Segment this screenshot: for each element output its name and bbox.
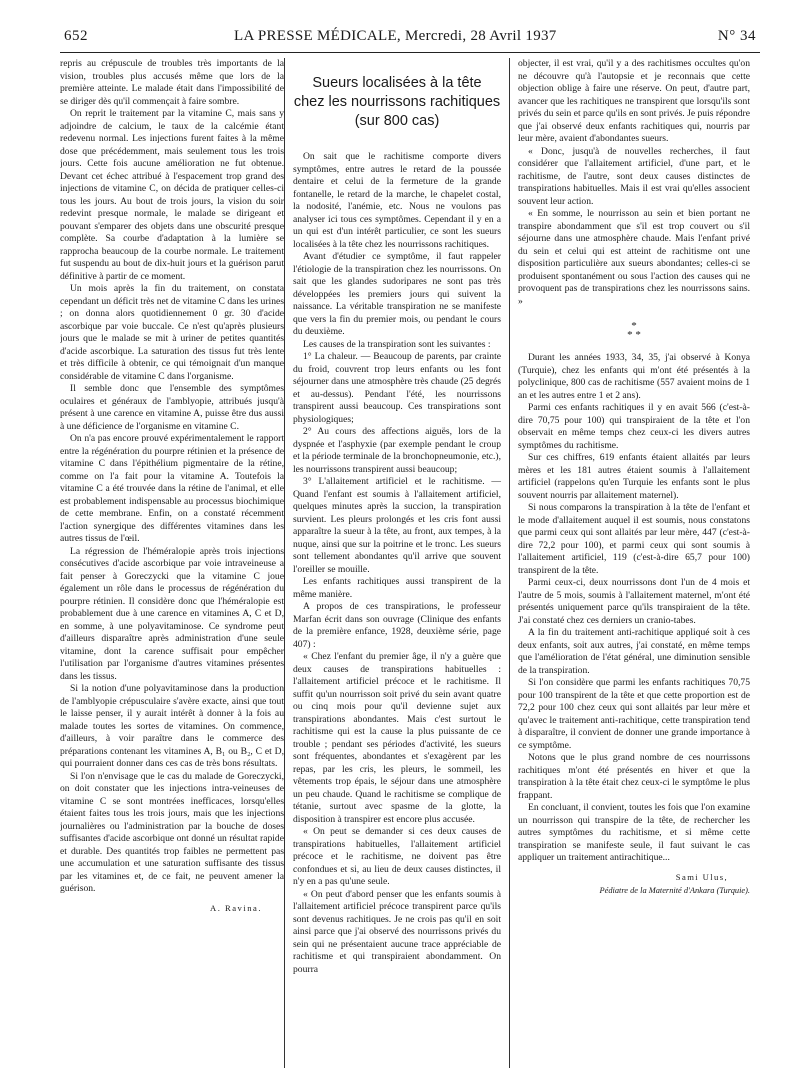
paragraph: En concluant, il convient, toutes les fois que l'on examine un nourrisson qui transpire de la tête, de rechercher les autres symptômes du rachitisme, et si même cette transpiration se manifeste seule, il faut suivant le cas appliquer un traitement antirachitique... [518, 802, 750, 863]
quote-paragraph: « En somme, le nourrisson au sein et bien portant ne transpire abondamment que s'il est trop couvert ou s'il séjourne dans une atmosphère chaude. Mais l'enfant privé du sein et celui qui est atteint de rachitisme ont une disposition particulière aux sueurs abondantes; celles-ci se produisent spontanément ou sous l'action des causes qui ne provoquent pas de transpirations chez les nourrissons sains. » [518, 208, 750, 307]
paragraph: On reprit le traitement par la vitamine C, mais sans y adjoindre de calcium, le taux de la calcémie étant redevenu normal. Les injections furent faites à la même dose que précédemment, mais seulement tous les trois jours. Cette fois aucune amélioration ne fut obtenue. Devant cet échec attribué à l'espacement trop grand des injections de vitamine C, on décida de pratiquer celles-ci tous les jours. Au bout de trois jours, la vision du soir redevint presque normale, le malade se dirigeant et pouvant s'emparer des objets dans une obscurité presque complète. Sa courbe d'adaptation à la lumière se rapprocha beaucoup de la courbe normale. Le traitement fut suspendu au bout de dix-huit jours et la guérison parut définitive à partir de ce moment. [60, 108, 284, 282]
paragraph: Un mois après la fin du traitement, on constata cependant un déficit très net de vitamine C dans les urines ; on donna alors quotidiennement 0 gr. 30 d'acide ascorbique par voie buccale. Ce n'est qu'après plusieurs jours que le malade se mit à uriner de petites quantités d'acide ascorbique. La saturation des tissus fut très lente et très difficile à obtenir, ce qui témoignait d'un manque considérable de vitamine C dans l'organisme. [60, 283, 284, 382]
issue-number: N° 34 [717, 28, 756, 44]
paragraph: Durant les années 1933, 34, 35, j'ai observé à Konya (Turquie), chez les enfants qui m'ont été présentés à la polyclinique, 800 cas de rachitisme (557 avaient moins de 1 an et les autres entre 1 et 2 ans). [518, 352, 750, 401]
paragraph: Parmi ceux-ci, deux nourrissons dont l'un de 4 mois et l'autre de 5 mois, soumis à l'allaitement maternel, m'ont été présentés uniquement parce qu'ils transpiraient de la tête. J'ai constaté chez ces derniers un cranio-tabes. [518, 577, 750, 626]
page-number: 652 [64, 28, 88, 44]
paragraph: Si l'on considère que parmi les enfants rachitiques 70,75 pour 100 transpirent de la tête et que cette proportion est de 72,2 pour 100 chez ceux qui sont allaités par leur mère et qu'avec le traitement anti-rachitique, cette transpiration tend à disparaître, il convient de donner une grande importance à ce symptôme. [518, 677, 750, 751]
paragraph: Si l'on n'envisage que le cas du malade de Goreczycki, on doit constater que les injections intra-veineuses de vitamine C se sont montrées inefficaces, lorsqu'elles étaient faites tous les trois jours, mais que les injections journalières ou l'administration par la bouche de doses suffisantes d'acide ascorbique ont donné un résultat rapide et durable. Des quantités trop faibles ne permettent pas une accumulation et une saturation suffisante des tissus par les vitamines et, de ce fait, ne peuvent amener la guérison. [60, 770, 284, 894]
paragraph: Si nous comparons la transpiration à la tête de l'enfant et le mode d'allaitement auquel il est soumis, nous constatons que parmi ceux qui sont allaités par leur mère, 447 (c'est-à-dire 72,2 pour 100), et parmi ceux qui sont soumis à l'allaitement artificiel, 119 (c'est-à-dire 65,7 pour 100) transpirent de la tête. [518, 502, 750, 576]
title-line: chez les nourrissons rachitiques [293, 94, 501, 110]
paragraph: On n'a pas encore prouvé expérimentalement le rapport entre la régénération du pourpre rétinien et la présence de vitamine C dans l'épithélium pigmentaire de la rétine, comme on l'a fait pour la vitamine A. Toutefois la vitamine C a été trouvée dans la rétine de l'animal, et elle est probablement indispensable au processus biochimique de cette membrane. Enfin, on a constaté récemment l'action synergique des différentes vitamines dans les autres tissus de l'œil. [60, 433, 284, 544]
paragraph: Il semble donc que l'ensemble des symptômes oculaires et généraux de l'amblyopie, attribués jusqu'à présent à une carence en vitamine A, puisse être dus aussi à une déficience de l'organisme en vitamine C. [60, 383, 284, 432]
paragraph: 1° La chaleur. — Beaucoup de parents, par crainte du froid, couvrent trop leurs enfants ou les font séjourner dans une atmosphère très chaude (25 degrés et au-dessus). Pendant l'été, les nourrissons transpirent aussi beaucoup. Ces transpirations sont physiologiques; [293, 351, 501, 425]
paragraph: Les causes de la transpiration sont les suivantes : [303, 338, 491, 350]
paragraph: 2° Au cours des affections aiguës, lors de la dyspnée et l'asphyxie (par exemple pendant le croup et la période terminale de la bronchopneumonie, etc.), les nourrissons transpirent aussi beaucoup; [293, 426, 501, 475]
paragraph: Parmi ces enfants rachitiques il y en avait 566 (c'est-à-dire 70,75 pour 100) qui transpiraient de la tête et l'on observait en même temps chez ceux-ci les divers autres symptômes du rachitisme. [518, 402, 750, 451]
paragraph: Les enfants rachitiques aussi transpirent de la même manière. [293, 576, 501, 600]
header-rule [60, 52, 760, 53]
section-asterism [518, 322, 750, 340]
journal-title: LA PRESSE MÉDICALE, Mercredi, 28 Avril 1937 [234, 28, 557, 44]
quote-paragraph: « Chez l'enfant du premier âge, il n'y a guère que deux causes de transpirations habituelles : l'allaitement artificiel précoce et le rachitisme. Il suffit qu'un nourrisson soit privé du sein avant quatre ou cinq mois pour qu'il devienne sujet aux transpirations abondantes. Mais c'est surtout le rachitisme qui est la cause la plus puissante de ce trouble ; pendant ses périodes d'activité, les sueurs sont fréquentes, abondantes et s'exagèrent par les repas, par les cris, les pleurs, le sommeil, les vêtements trop épais, le séjour dans une atmosphère un peu chaude. Quand le rachitisme se complique de tétanie, surtout avec spasme de la glotte, la disposition à transpirer est encore plus accusée. [293, 651, 501, 825]
paragraph: La régression de l'héméralopie après trois injections consécutives d'acide ascorbique par voie intraveineuse a fait penser à Goreczycki que la vitamine C joue également un rôle dans le processus de régénération du pourpre rétinien. Il considère donc que l'héméralopie est probablement due à une carence en vitamines A, C et D, en somme, à une polyavitaminose. Ce syndrome peut d'ailleurs disparaître après administration d'une seule vitamine, dont la carence suffisait pour empêcher l'utilisation par l'organisme d'autres vitamines présentes dans les tissus. [60, 545, 284, 682]
column-3 [512, 58, 750, 1068]
quote-paragraph: « On peut d'abord penser que les enfants soumis à l'allaitement artificiel précoce transpirent parce qu'ils sont devenus rachitiques. Je ne crois pas qu'il en soit ainsi parce que j'ai observé des nourrissons privés du sein qui ne présentaient aucune trace appréciable de rachitisme et qui transpiraient abondamment. On pourra [293, 888, 501, 975]
author-signature: Sami Ulus, [675, 871, 728, 882]
title-line: (sur 800 cas) [354, 113, 440, 129]
paragraph: On sait que le rachitisme comporte divers symptômes, entre autres le retard de la poussée dentaire et celui de la fermeture de la grande fontanelle, le retard de la marche, le chapelet costal, la nodosité, l'anémie, etc. Nous ne voulons pas analyser ici tous ces symptômes. Cependant il y en a un qui est d'un intérêt particulier, ce sont les sueurs localisées à la tête chez les nourrissons rachitiques. [293, 151, 501, 250]
asterism-top: * [631, 320, 637, 332]
paragraph: objecter, il est vrai, qu'il y a des rachitismes occultes qu'on ne découvre qu'à l'autopsie et je reconnais que cette objection oblige à faire une réserve. On peut, d'autre part, avancer que les rachitiques ne transpirent que lorsqu'ils sont privés du sein et parce qu'ils en sont privés. Je puis répondre que j'ai observé deux enfants rachitiques qui, nourris par leur mère, avaient d'abondantes sueurs. [518, 58, 750, 144]
article-title [293, 74, 501, 131]
asterism-bottom: * * [627, 329, 641, 341]
quote-paragraph: « On peut se demander si ces deux causes de transpirations habituelles, l'allaitement artificiel précoce et le rachitisme, ne doivent pas être confondues et si, au lieu de deux causes distinctes, il n'y en a pas qu'une seule. [293, 826, 501, 887]
paragraph: repris au crépuscule de troubles très importants de la vision, troubles plus accusés même que lors de la première atteinte. Le malade était dans l'impossibilité de se diriger dès qu'il commençait à faire sombre. [60, 58, 284, 107]
author-signature: A. Ravina. [210, 902, 262, 913]
paragraph: Avant d'étudier ce symptôme, il faut rappeler l'étiologie de la transpiration chez les nourrissons. On sait que les glandes sudoripares ne sont pas très développées les premiers jours qui suivent la naissance. La véritable transpiration ne se manifeste que vers la fin du premier mois, ou pendant le cours du deuxième. [293, 251, 501, 337]
column-2 [284, 58, 510, 1068]
author-affiliation: Pédiatre de la Maternité d'Ankara (Turquie). [599, 886, 750, 895]
paragraph: A propos de ces transpirations, le professeur Marfan écrit dans son ouvrage (Clinique des enfants de la première enfance, 1928, deuxième série, page 407) : [293, 601, 501, 650]
paragraph: A la fin du traitement anti-rachitique appliqué soit à ces deux enfants, soit aux autres, j'ai constaté, en même temps que l'amélioration de l'état général, une diminution sensible de la transpiration. [518, 627, 750, 676]
title-line: Sueurs localisées à la tête [312, 75, 482, 91]
page-header [64, 28, 756, 48]
paragraph: Sur ces chiffres, 619 enfants étaient allaités par leurs mères et les 181 autres étaient soumis à l'allaitement artificiel (rappelons qu'en Turquie les enfants sont le plus souvent nourris par allaitement maternel). [518, 452, 750, 501]
column-1 [60, 58, 284, 1068]
paragraph: Notons que le plus grand nombre de ces nourrissons rachitiques m'ont été présentés en hiver et que la transpiration à la tête était chez ceux-ci le symptôme le plus frappant. [518, 752, 750, 801]
paragraph: 3° L'allaitement artificiel et le rachitisme. — Quand l'enfant est soumis à l'allaitement artificiel, quelques minutes après la succion, la transpiration survient. Les pleurs prolongés et les cris font aussi apparaître la sueur à la tête, au front, aux tempes, à la nuque, ainsi que sur la poitrine et le tronc. Les sueurs sont tellement abondantes qu'il arrive que souvent l'oreiller se mouille. [293, 476, 501, 575]
paragraph: Si la notion d'une polyavitaminose dans la production de l'amblyopie crépusculaire s'avère exacte, ainsi que tout le laisse penser, il y aurait intérêt à donner à la fois au malade toutes les sortes de vitamines. On commence, d'ailleurs, à voir paraître dans le commerce des préparations contenant les vitamines A, B₁ ou B₂, C et D, qui pourraient donner dans ces cas de très bons résultats. [60, 683, 284, 769]
quote-paragraph: « Donc, jusqu'à de nouvelles recherches, il faut considérer que l'allaitement artificiel, d'une part, et le rachitisme, de l'autre, sont deux causes distinctes de transpirations habituelles. Mais il est vrai qu'elles associent souvent leur action. [518, 145, 750, 207]
